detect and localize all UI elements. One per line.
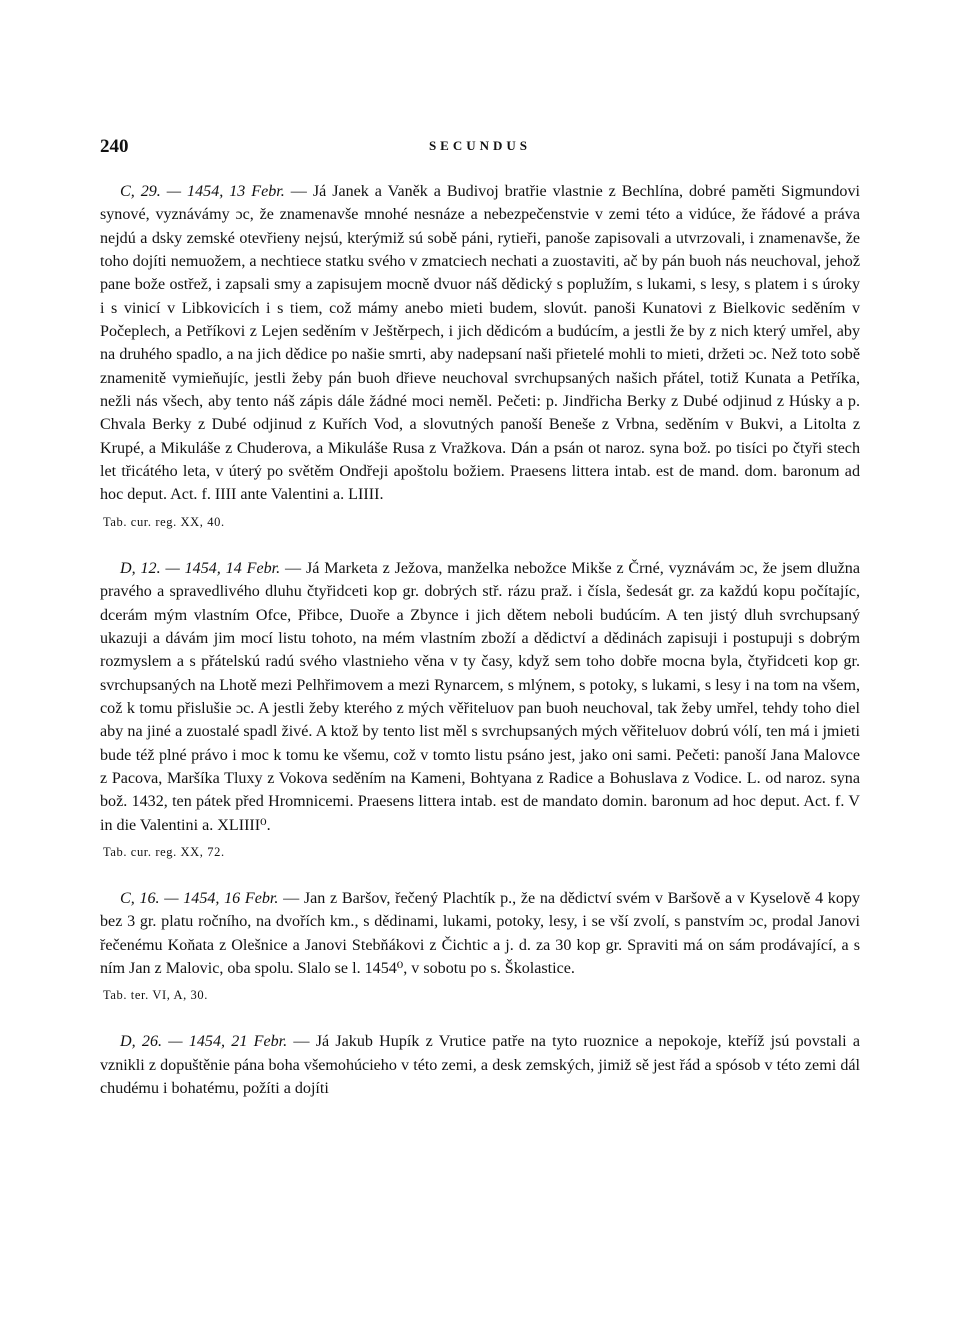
page-header (100, 136, 860, 160)
entry-2-source: Tab. cur. reg. XX, 72. (103, 844, 225, 859)
document-body (100, 180, 860, 1100)
entry-3-heading: C, 16. — 1454, 16 Febr. (120, 889, 279, 907)
entry-4 (100, 1030, 860, 1100)
entry-1-text: — Já Janek a Vaněk a Budivoj bratřie vlastnie z Bechlína, dobré paměti Sigmundovi synové, vyznávámy ɔc, že znamenavše mnohé nesnáze a nebezpečenstvie v zemi této a vidúce, že řádové a práva nejdú a dsky zemské otevřieny nejsú, kterýmiž sú sobě páni, rytieři, panoše zapisovali a utvrzovali, i znamenavše, že toho dojíti nemuožem, a nechtiece statku svého v zmatciech nechati a zuostaviti, ač by pán buoh nás neuchoval, jehož pane bože ostřež, i zapsali smy a zapisujem mocně dvuor náš dědický s poplužím, s lukami, s lesy, s platem i s úroky i s vinicí v Libkovicích i s tiem, což mámy anebo mieti budem, slovút. panoši Kunatovi z Bielkovic seděním v Počeplech, a Petříkovi z Lejen seděním v Ještěrpech, i jich dědicóm a budúcím, a jestli že by z nich který umřel, aby na druhého spadlo, a na jich dědice po našie smrti, aby nadepsaní naši přietelé mohli to mieti, držeti ɔc. Než toto sobě znamenitě vymieňujíc, jestli žeby pán buoh dřieve neuchoval svrchupsaných našich přátel, totiž Kunata a Petříka, nežli nás všech, aby tento náš zápis dále žádné moci neměl. Pečeti: p. Jindřicha Berky z Dubé odjinud z Húsky a p. Chvala Berky z Dubé odjinud z Kuřích Vod, a slovutných panoší Beneše z Vrbna, seděním v Bukvi, a Litolta z Krupé, a Mikuláše z Chuderova, a Mikuláše Rusa z Vražkova. Dán a psán ot naroz. syna bož. po tisíci po čtyři stech let třicátého leta, v úterý po světěm Ondřeji apoštolu božiem. Praesens littera intab. est de mand. dom. baronum ad hoc deput. Act. f. IIII ante Valentini a. LIIII. (100, 183, 861, 504)
entry-1 (100, 180, 860, 507)
entry-3-source: Tab. ter. VI, A, 30. (103, 988, 208, 1003)
entry-2-heading: D, 12. — 1454, 14 Febr. (120, 559, 281, 577)
entry-2-text: — Já Marketa z Ježova, manželka nebožce Mikše z Črné, vyznávám ɔc, že jsem dlužna pravého a spravedlivého dluhu čtyřidceti kop gr. dobrých stř. rázu praž. i čísla, šedesát gr. za každú kopu počítajíc, dcerám mým vlastním Ofce, Přibce, Duoře a Zbynce i jich dětem neboli budúcím. A ten jistý dluh svrchupsaný ukazuji a dávám jim mocí listu tohoto, na mém vlastním zboží a dědictví a dědinách zapisuji i postupuji s dobrým rozmyslem a s přátelskú radú svého vlastnieho věna v ty časy, když sem toho dobře mocna byla, čtyřidceti kop gr. svrchupsaných na Lhotě mezi Pelhřimovem a mezi Rynarcem, s mlýnem, s potoky, s lukami, s lesy i na tom na všem, což k tomu přislušie ɔc. A jestli žeby kterého z mých věřiteluov pan buoh neuchoval, tak žeby umřel, tehdy toho diel aby na jiné a zuostalé spadl živé. A ktož by tento list měl s svrchupsaných mých věřiteluov dobrú vólí, ten má i jmieti bude též plné právo i moc k tomu ke všemu, což v tomto listu psáno jest, jako oni sami. Pečeti: panoší Jana Malovce z Pacova, Maršíka Tluxy z Vokova seděním na Kameni, Bohtyana z Radice a Bohuslava z Vodice. L. od naroz. syna bož. 1432, ten pátek před Hromnicemi. Praesens littera intab. est de mandato domin. baronum ad hoc deput. Act. f. V in die Valentini a. XLIIII⁰. (100, 559, 860, 834)
entry-3 (100, 887, 860, 980)
entry-1-source: Tab. cur. reg. XX, 40. (103, 514, 225, 529)
running-head: SECUNDUS (428, 138, 532, 153)
entry-1-heading: C, 29. — 1454, 13 Febr. (120, 183, 285, 200)
entry-2 (100, 557, 860, 837)
entry-3-text: — Jan z Baršov, řečený Plachtík p., že na dědictví svém v Baršově a v Kyselově 4 kopy bez 3 gr. platu ročního, na dvořích km., s dědinami, lukami, potoky, lesy, i se vší zvolí, s panstvím ɔc, prodal Janovi řečenému Koňata z Olešnice a Janovi Stebňákovi z Čichtic a j. d. za 30 kop gr. Spraviti má on sám prodávající, a s ním Jan z Malovic, oba spolu. Slalo se l. 1454⁰, v sobotu po s. Školastice. (100, 889, 860, 977)
page-number: 240 (100, 136, 129, 157)
entry-4-heading: D, 26. — 1454, 21 Febr. (120, 1033, 288, 1051)
entry-4-text: — Já Jakub Hupík z Vrutice patře na tyto ruoznice a nepokoje, kteříž jsú povstali a vznikli z dopuštěnie pána boha všemohúcieho v této zemi, a desk zemských, jimiž sě jest řád a spósob v této zemi dál chudému i bohatému, požíti a dojíti (100, 1033, 860, 1097)
